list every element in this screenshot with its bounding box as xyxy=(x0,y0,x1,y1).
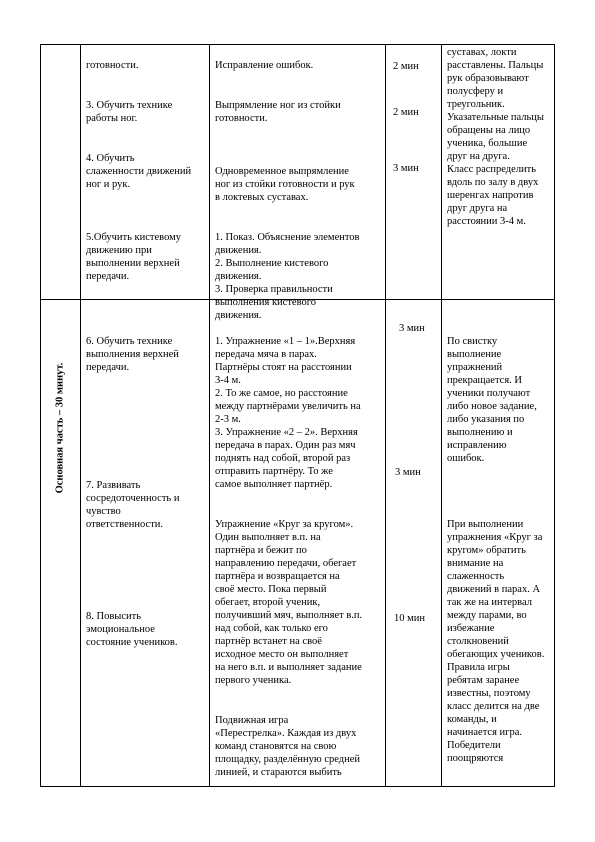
table-border-right xyxy=(554,44,555,787)
column-divider xyxy=(209,44,210,787)
exercise-text: 1. Показ. Объяснение элементов движения. 2. Выполнение кистевого движения. 3. Проверка правильности выполнения кистевого движения. xyxy=(215,232,360,321)
exercise-text: Подвижная игра «Перестрелка». Каждая из двух команд становятся на свою площадку, разделённую средней линией, и стараются выбить xyxy=(215,715,361,778)
task-text: 6. Обучить технике выполнения верхней передачи. xyxy=(86,336,179,373)
task-text: готовности. xyxy=(86,60,139,71)
time-label: 3 мин xyxy=(399,323,425,334)
task-text: 8. Повысить эмоциональное состояние учеников. xyxy=(86,611,178,648)
exercise-text: Выпрямление ног из стойки готовности. xyxy=(215,100,341,124)
time-label: 3 мин xyxy=(395,467,421,478)
task-text: 5.Обучить кистевому движению при выполнении верхней передачи. xyxy=(86,232,182,282)
exercises-cell xyxy=(215,46,383,335)
task-text: 3. Обучить технике работы ног. xyxy=(86,100,173,124)
task-text: 4. Обучить слаженности движений ног и рук. xyxy=(86,153,192,190)
note-text: По свистку выполнение упражнений прекращается. И ученики получают либо новое задание, либо указания по выполнению и исправлению ошибок. xyxy=(447,336,537,464)
time-label: 2 мин xyxy=(393,61,419,72)
exercise-text: Исправление ошибок. xyxy=(215,60,314,71)
time-label: 2 мин xyxy=(393,107,419,118)
column-divider xyxy=(385,44,386,787)
note-text: При выполнении упражнения «Круг за кругом» обратить внимание на слаженность движений в парах. А так же на интервал между парами, во избежание столкновений обегающих учеников. Правила игры ребятам заранее известны, поэтому класс делится на две команды, и начинается игра. Победители поощряются xyxy=(447,519,545,764)
column-divider xyxy=(441,44,442,787)
time-label: 3 мин xyxy=(393,163,419,174)
exercise-text: Упражнение «Круг за кругом». Один выполняет в.п. на партнёра и бежит по направлению передачи, обегает партнёра и возвращается на своё место. Пока первый обегает, второй ученик, получивший мяч, выполняет в.п. над собой, как только его партнёр встанет на своё исходное место он выполняет на него в.п. и выполняет задание первого ученика. xyxy=(215,519,363,686)
notes-cell: суставах, локти расставлены. Пальцы рук образовывают полусферу и треугольник. Указательные пальцы обращены на лицо ученика, большие друг на друга. Класс распределить вдоль по залу в двух шеренгах напротив друг друга на расстоянии 3-4 м. xyxy=(447,47,544,227)
exercise-text: 1. Упражнение «1 – 1».Верхняя передача мяча в парах. Партнёры стоят на расстоянии 3-4 м. 2. То же самое, но расстояние между партнёрами увеличить на 2-3 м. 3. Упражнение «2 – 2». Верхняя передача в парах. Один раз мяч поднять над собой, второй раз отправить партнёру. То же самое выполняет партнёр. xyxy=(215,336,361,490)
tasks-cell xyxy=(86,322,206,662)
notes-cell xyxy=(447,322,552,778)
lesson-plan-table xyxy=(40,44,555,787)
column-divider xyxy=(80,44,81,787)
table-border-left xyxy=(40,44,41,787)
tasks-cell xyxy=(86,46,206,296)
table-border-top xyxy=(40,44,555,45)
section-label: Основная часть – 30 минут. xyxy=(54,362,66,494)
exercises-cell xyxy=(215,322,383,792)
time-label: 10 мин xyxy=(394,613,426,624)
task-text: 7. Развивать сосредоточенность и чувство ответственности. xyxy=(86,480,180,530)
exercise-text: Одновременное выпрямление ног из стойки готовности и рук в локтевых суставах. xyxy=(215,166,355,203)
